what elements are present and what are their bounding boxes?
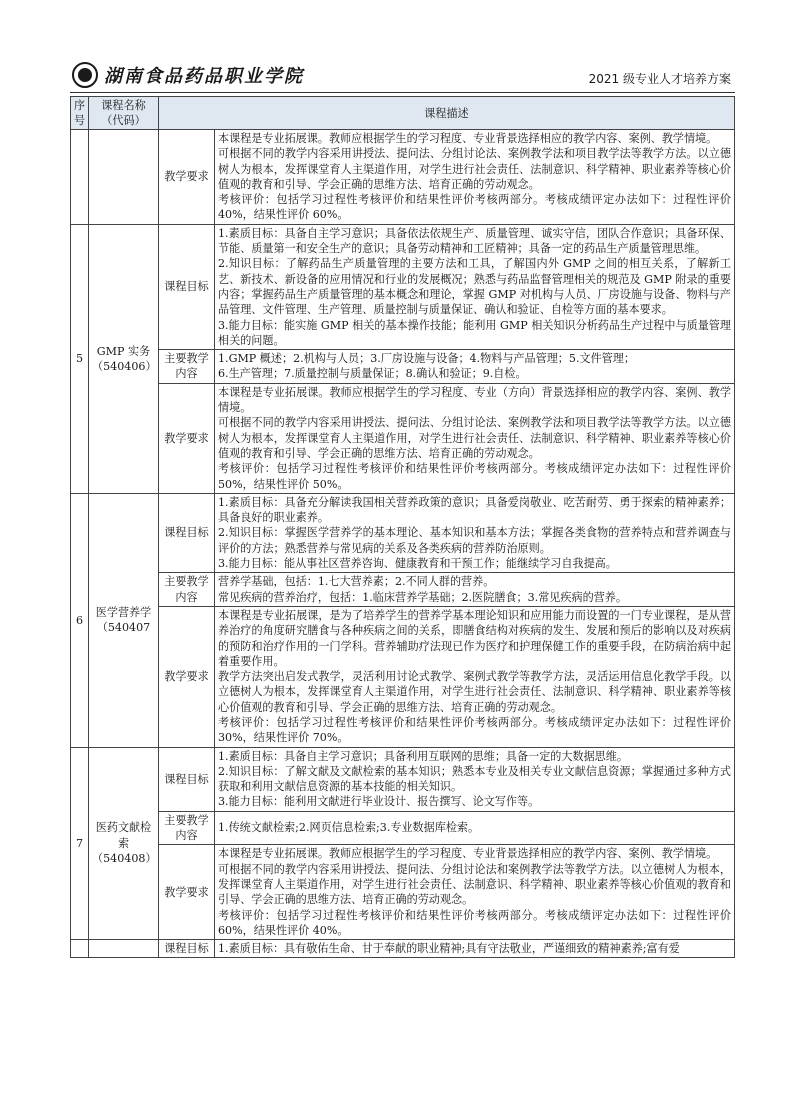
row-description [215, 224, 735, 349]
table-row [71, 130, 735, 225]
row-description [215, 747, 735, 811]
course-code: （540406） [92, 359, 157, 373]
row-category [159, 811, 215, 845]
school-name: 湖南食品药品职业学院 [104, 66, 304, 87]
row-category: 课程目标 [159, 747, 215, 811]
row-course-name [89, 224, 159, 493]
row-category: 教学要求 [159, 130, 215, 225]
row-course-name [89, 747, 159, 940]
header-name-line2: （代码） [101, 114, 146, 127]
category-line2: 内容 [175, 829, 198, 843]
header-name-line1: 课程名称 [101, 99, 146, 112]
row-category: 教学要求 [159, 606, 215, 747]
desc-paragraph: 常见疾病的营养治疗，包括：1.临床营养学基础；2.医院膳食；3.常见疾病的营养。 [218, 590, 627, 604]
desc-paragraph: 2.知识目标：了解药品生产质量管理的主要方法和工具，了解国内外 GMP 之间的相互关系，了解新工艺、新技术、新设备的应用情况和行业的发展概况；熟悉与药品监督管理相关的规范及 GMP 附录的重要内容；掌握药品生产质量管理的基本概念和理论，掌握 GMP 对机构与人员、厂房设施与设备、物料与产品管理、文件管理、生产管理、质量控制与质量保证、确认和验证、自检等方面的基本要求。 [218, 257, 731, 317]
table-row [71, 383, 735, 493]
table-row [71, 811, 735, 845]
desc-paragraph: 本课程是专业拓展课，是为了培养学生的营养学基本理论知识和应用能力而设置的一门专业课程，是从营养治疗的角度研究膳食与各种疾病之间的关系，即膳食结构对疾病的发生、发展和预后的影响以及对疾病的预防和治疗作用的一门学科。营养辅助疗法现已作为医疗和护理保健工作的重要手段，在防病治病中起着重要作用。 [218, 608, 731, 668]
table-row [71, 493, 735, 572]
header-rule [70, 92, 735, 93]
desc-paragraph: 本课程是专业拓展课。教师应根据学生的学习程度、专业（方向）背景选择相应的教学内容、案例、教学情境。 [218, 385, 731, 415]
table-row [71, 606, 735, 747]
row-course-name [89, 940, 159, 958]
desc-paragraph: 考核评价：包括学习过程性考核评价和结果性评价考核两部分。考核成绩评定办法如下：过程性评价 30%，结果性评价 70%。 [218, 715, 731, 745]
row-category [159, 573, 215, 607]
course-table [70, 96, 735, 958]
row-index: 5 [71, 224, 89, 493]
row-description [215, 573, 735, 607]
row-category: 教学要求 [159, 383, 215, 493]
row-description [215, 493, 735, 572]
desc-paragraph: 1.传统文献检索;2.网页信息检索;3.专业数据库检索。 [218, 821, 480, 835]
row-description [215, 383, 735, 493]
course-code: （540407 [96, 621, 151, 635]
desc-paragraph: 考核评价：包括学习过程性考核评价和结果性评价考核两部分。考核成绩评定办法如下：过程性评价 60%，结果性评价 40%。 [218, 908, 731, 937]
desc-paragraph: 考核评价：包括学习过程性考核评价和结果性评价考核两部分。考核成绩评定办法如下：过程性评价 40%，结果性评价 60%。 [218, 193, 731, 222]
category-line2: 内容 [175, 367, 198, 381]
row-index [71, 940, 89, 958]
desc-paragraph: 考核评价：包括学习过程性考核评价和结果性评价考核两部分。考核成绩评定办法如下：过程性评价 50%，结果性评价 50%。 [218, 462, 731, 491]
desc-paragraph: 3.能力目标：能利用文献进行毕业设计、报告撰写、论文写作等。 [218, 795, 540, 809]
header-description: 课程描述 [159, 97, 735, 130]
row-category [159, 350, 215, 384]
desc-paragraph: 可根据不同的教学内容采用讲授法、提问法、分组讨论法和案例教学法等教学方法。以立德树人为根本，发挥课堂育人主渠道作用，对学生进行社会责任、法制意识、科学精神、职业素养等核心价值观的教育和引导、学会正确的思维方法、培育正确的劳动观念。 [218, 862, 731, 907]
course-name-line1: 医药文献检 [95, 821, 152, 835]
document-title: 2021 级专业人才培养方案 [588, 72, 731, 86]
table-row [71, 747, 735, 811]
desc-paragraph: 1.素质目标：具有敬佑生命、甘于奉献的职业精神;具有守法敬业，严谨细致的精神素养;富有爱 [218, 942, 680, 956]
row-description [215, 811, 735, 845]
desc-paragraph: 教学方法突出启发式教学，灵活利用讨论式教学、案例式教学等教学方法，灵活运用信息化教学手段。以立德树人为根本，发挥课堂育人主渠道作用，对学生进行社会责任、法制意识、科学精神、职业素养等核心价值观的教育和引导、学会正确的思维方法、培育正确的劳动观念。 [218, 670, 731, 714]
row-index [71, 130, 89, 225]
header-course-name [89, 97, 159, 130]
row-description [215, 845, 735, 940]
course-code: 索（540408） [92, 836, 157, 865]
table-row [71, 845, 735, 940]
row-description [215, 130, 735, 225]
row-category: 课程目标 [159, 493, 215, 572]
course-name-line1: GMP 实务 [96, 344, 151, 358]
desc-paragraph: 1.素质目标：具备自主学习意识；具备利用互联网的思维；具备一定的大数据思维。 [218, 749, 628, 763]
desc-paragraph: 2.知识目标：掌握医学营养学的基本理论、基本知识和基本方法；掌握各类食物的营养特点和营养调查与评价的方法；熟悉营养与常见病的关系及各类疾病的营养防治原则。 [218, 526, 731, 555]
desc-paragraph: 本课程是专业拓展课。教师应根据学生的学习程度、专业背景选择相应的教学内容、案例、教学情境。 [218, 132, 718, 145]
desc-paragraph: 6.生产管理；7.质量控制与质量保证；8.确认和验证；9.自检。 [218, 367, 527, 381]
school-logo [72, 60, 304, 90]
desc-paragraph: 3.能力目标：能从事社区营养咨询、健康教育和干预工作；能继续学习自我提高。 [218, 557, 617, 571]
desc-paragraph: 可根据不同的教学内容采用讲授法、提问法、分组讨论法、案例教学法和项目教学法等教学方法。以立德树人为根本，发挥课堂育人主渠道作用，对学生进行社会责任、法制意识、科学精神、职业素养等核心价值观的教育和引导、学会正确的思维方法、培育正确的劳动观念。 [218, 416, 731, 460]
desc-paragraph: 1.GMP 概述；2.机构与人员；3.厂房设施与设备；4.物料与产品管理；5.文件管理； [218, 352, 635, 366]
page-header [70, 60, 735, 94]
row-description [215, 606, 735, 747]
header-index: 序号 [71, 97, 89, 130]
row-course-name [89, 493, 159, 747]
row-index: 6 [71, 493, 89, 747]
row-description [215, 350, 735, 384]
category-line1: 主要教学 [164, 575, 209, 589]
row-course-name [89, 130, 159, 225]
table-header-row [71, 97, 735, 130]
category-line1: 主要教学 [164, 352, 209, 366]
row-category: 课程目标 [159, 224, 215, 349]
school-seal-icon [72, 62, 98, 88]
table-row [71, 350, 735, 384]
desc-paragraph: 可根据不同的教学内容采用讲授法、提问法、分组讨论法、案例教学法和项目教学法等教学方法。以立德树人为根本，发挥课堂育人主渠道作用，对学生进行社会责任、法制意识、科学精神、职业素养等核心价值观的教育和引导、学会正确的思维方法、培育正确的劳动观念。 [218, 147, 731, 191]
desc-paragraph: 本课程是专业拓展课。教师应根据学生的学习程度、专业背景选择相应的教学内容、案例、教学情境。 [218, 847, 718, 861]
table-row [71, 224, 735, 349]
row-category: 课程目标 [159, 940, 215, 958]
row-category: 教学要求 [159, 845, 215, 940]
desc-paragraph: 1.素质目标：具备充分解读我国相关营养政策的意识；具备爱岗敬业、吃苦耐劳、勇于探索的精神素养；具备良好的职业素养。 [218, 495, 731, 525]
category-line1: 主要教学 [164, 813, 209, 827]
desc-paragraph: 3.能力目标：能实施 GMP 相关的基本操作技能；能利用 GMP 相关知识分析药品生产过程中与质量管理相关的问题。 [218, 318, 731, 347]
desc-paragraph: 1.素质目标：具备自主学习意识；具备依法依规生产、质量管理、诚实守信，团队合作意识；具备环保、节能、质量第一和安全生产的意识；具备劳动精神和工匠精神；具备一定的药品生产质量管理思维。 [218, 226, 731, 256]
row-description [215, 940, 735, 958]
row-index: 7 [71, 747, 89, 940]
desc-paragraph: 2.知识目标：了解文献及文献检索的基本知识；熟悉本专业及相关专业文献信息资源；掌握通过多种方式获取和利用文献信息资源的基本技能的相关知识。 [218, 764, 731, 794]
course-name-line1: 医学营养学 [95, 605, 152, 619]
table-row [71, 573, 735, 607]
table-row [71, 940, 735, 958]
desc-paragraph: 营养学基础，包括：1.七大营养素；2.不同人群的营养。 [218, 575, 495, 589]
category-line2: 内容 [175, 590, 198, 604]
